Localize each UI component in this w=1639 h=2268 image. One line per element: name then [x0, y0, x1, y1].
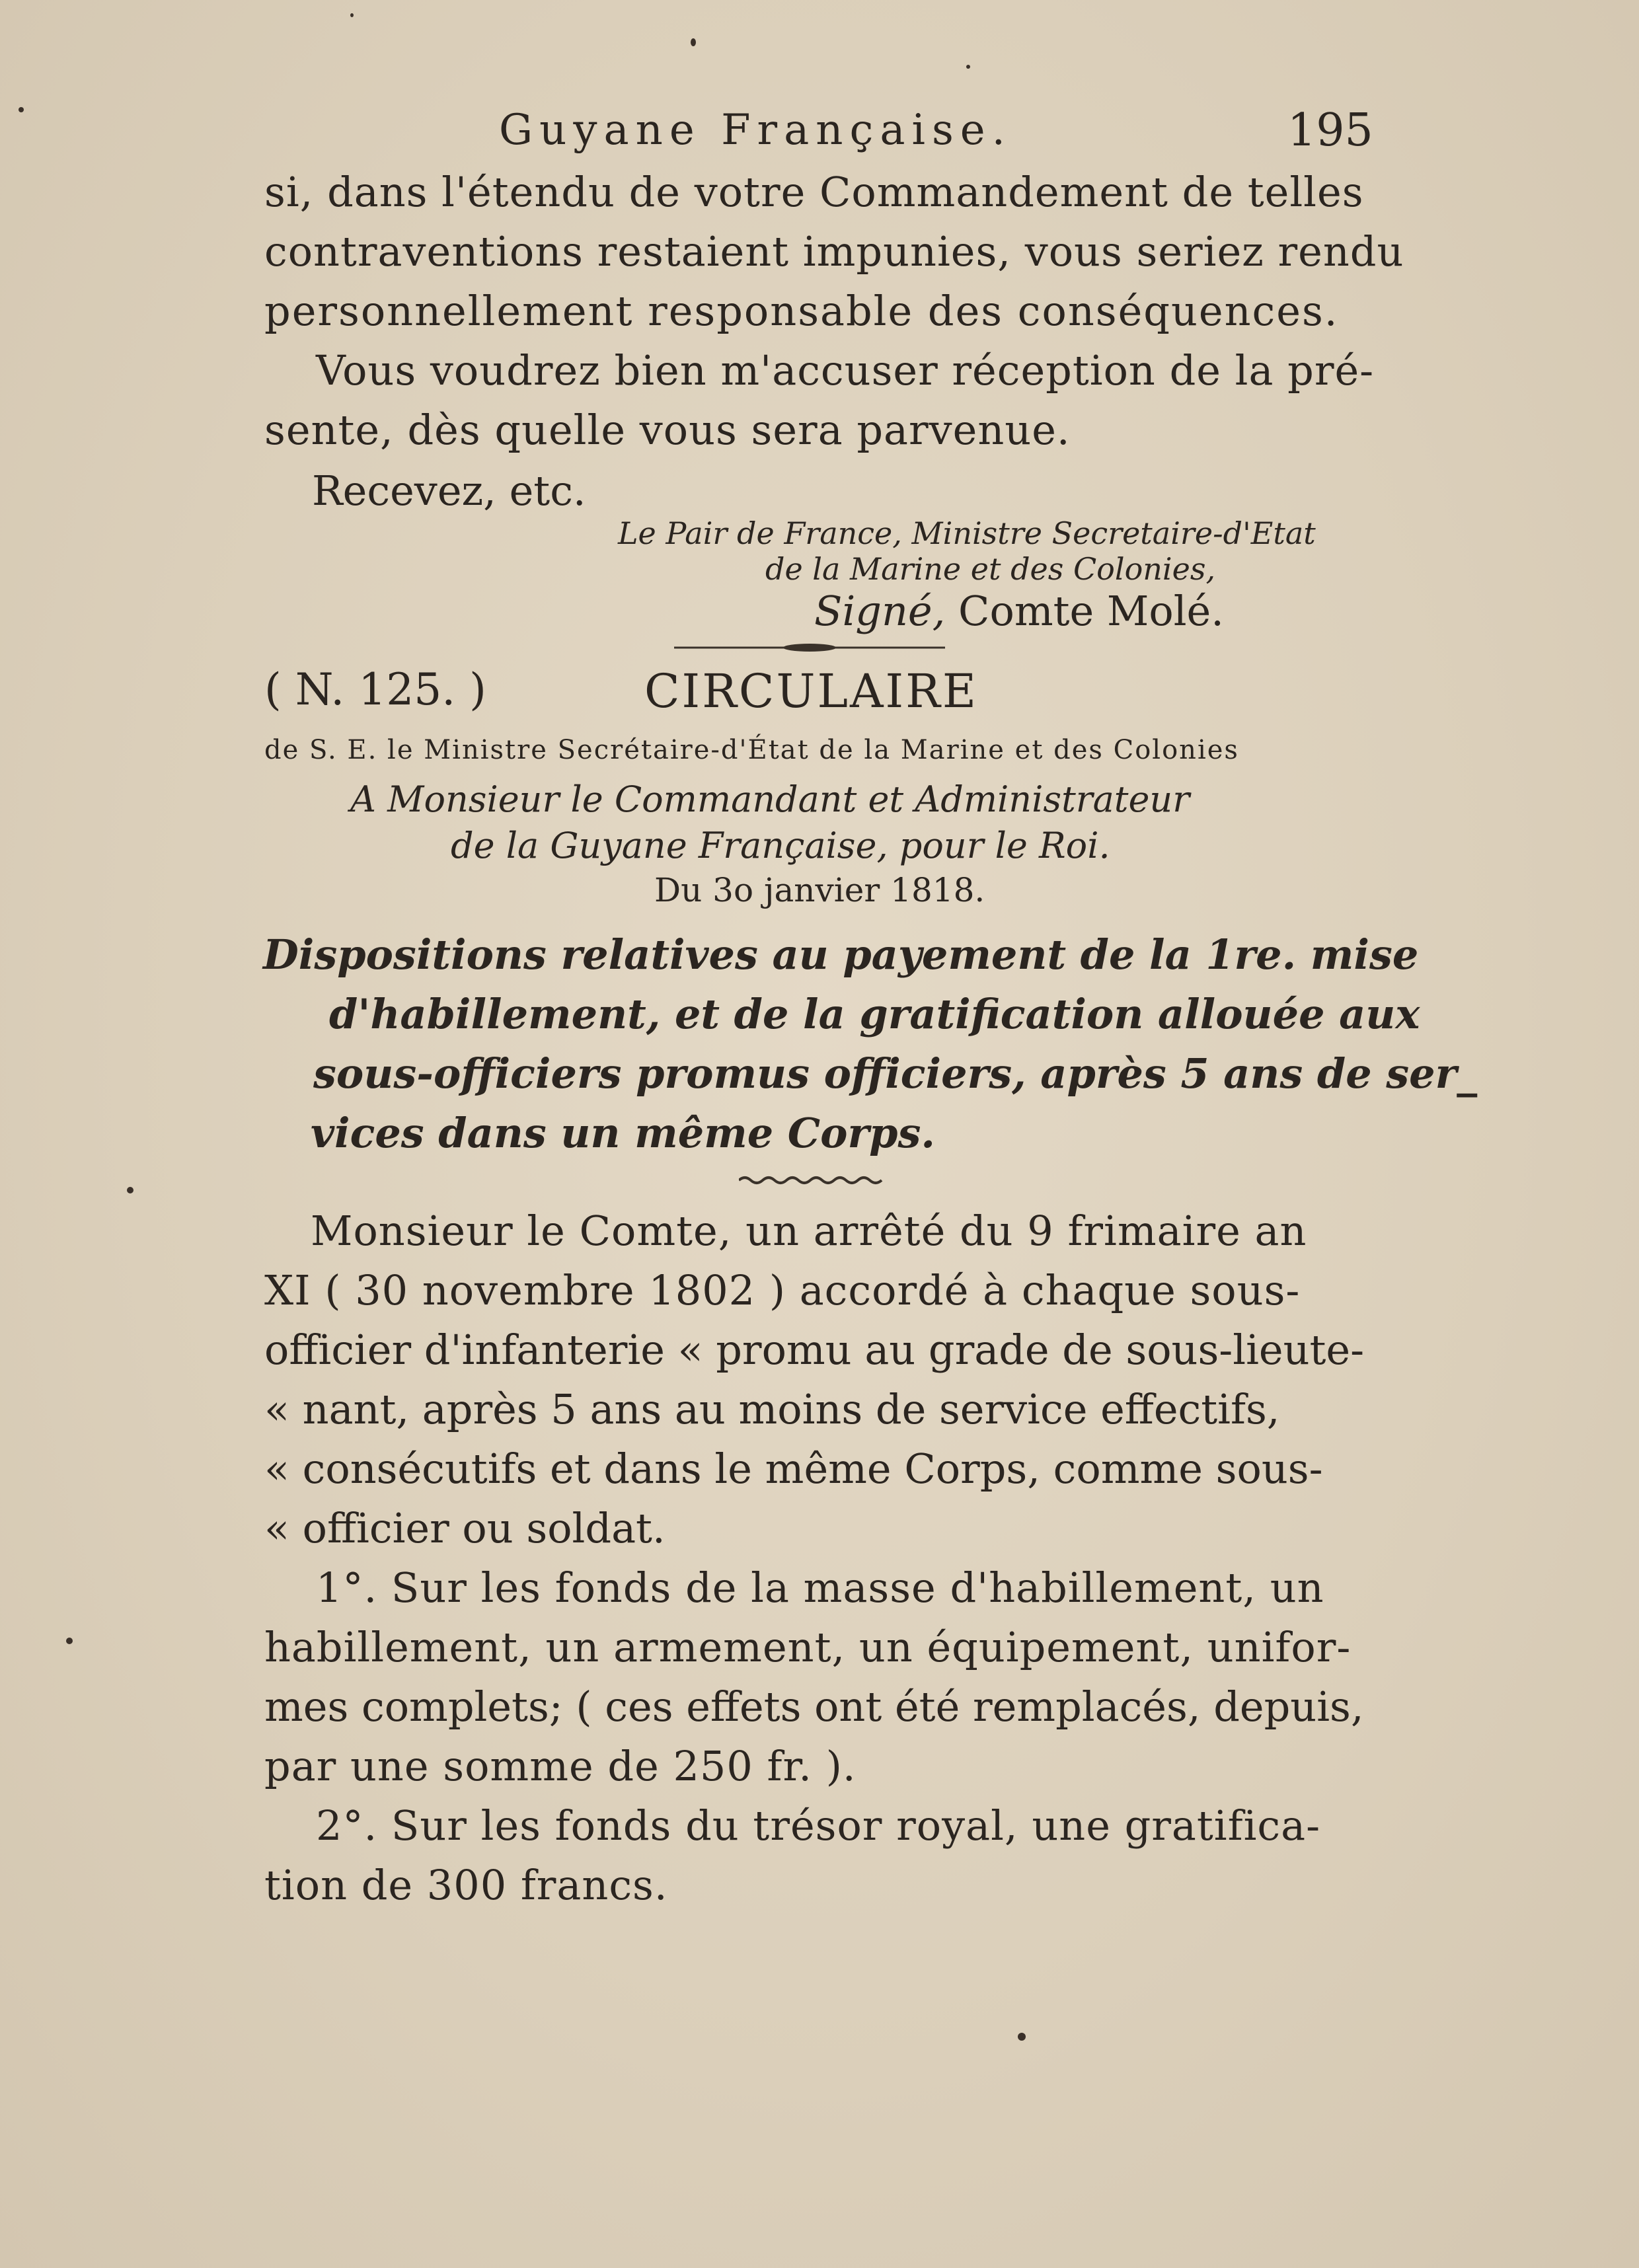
body-line: mes complets; ( ces effets ont été remplacés, depuis, [264, 1682, 1364, 1731]
summary-line: d'habillement, et de la gratification allouée aux [329, 990, 1420, 1038]
summary-line: sous-officiers promus officiers, après 5 ans de ser_ [313, 1049, 1478, 1098]
summary-line: vices dans un même Corps. [311, 1109, 935, 1157]
circular-title: CIRCULAIRE [644, 664, 978, 718]
text-line: contraventions restaient impunies, vous seriez rendu [264, 227, 1404, 276]
body-line: XI ( 30 novembre 1802 ) accordé à chaque sous- [264, 1266, 1301, 1314]
body-line: 1°. Sur les fonds de la masse d'habillement, un [316, 1564, 1324, 1612]
body-line: officier d'infanterie « promu au grade de sous-lieute- [264, 1326, 1365, 1374]
body-line: 2°. Sur les fonds du trésor royal, une gratifica- [316, 1801, 1321, 1850]
ink-speck [1018, 2033, 1026, 2041]
body-line: « consécutifs et dans le même Corps, comme sous- [264, 1445, 1323, 1493]
page-number: 195 [1287, 104, 1373, 157]
address-line: de la Guyane Française, pour le Roi. [451, 825, 1110, 866]
body-line: « officier ou soldat. [264, 1504, 666, 1552]
address-line: A Monsieur le Commandant et Administrateur [350, 778, 1190, 820]
signed-label: Signé, [814, 587, 946, 635]
ink-speck [350, 13, 354, 17]
document-number: ( N. 125. ) [264, 664, 486, 715]
text-line: personnellement responsable des conséquences. [264, 287, 1339, 335]
issuer-line: de S. E. le Ministre Secrétaire-d'État de la Marine et des Colonies [264, 735, 1239, 765]
body-line: habillement, un armement, un équipement, unifor- [264, 1623, 1352, 1671]
body-line: tion de 300 francs. [264, 1861, 668, 1909]
text-line: Vous voudrez bien m'accuser réception de la pré- [316, 346, 1375, 395]
ornamental-divider [674, 642, 945, 653]
body-line: Monsieur le Comte, un arrêté du 9 frimaire an [311, 1207, 1307, 1255]
signature [814, 587, 1224, 635]
ink-speck [127, 1187, 133, 1193]
ink-speck [19, 107, 24, 112]
signature-title-line: Le Pair de France, Ministre Secretaire-d'Etat [618, 515, 1316, 551]
body-line: « nant, après 5 ans au moins de service effectifs, [264, 1385, 1280, 1433]
ink-speck [966, 65, 970, 69]
body-line: par une somme de 250 fr. ). [264, 1742, 857, 1790]
wavy-divider [739, 1175, 884, 1186]
closing-formula: Recevez, etc. [312, 467, 586, 515]
running-title: Guyane Française. [499, 106, 1012, 155]
signature-title-line: de la Marine et des Colonies, [765, 551, 1216, 587]
circular-date: Du 3o janvier 1818. [654, 871, 985, 909]
ink-speck [66, 1638, 73, 1644]
signer-name: Comte Molé. [958, 587, 1224, 635]
ink-speck [691, 38, 696, 46]
text-line: si, dans l'étendu de votre Commandement de telles [264, 168, 1364, 216]
summary-line: Dispositions relatives au payement de la 1re. mise [263, 930, 1419, 979]
text-line: sente, dès quelle vous sera parvenue. [264, 406, 1071, 454]
